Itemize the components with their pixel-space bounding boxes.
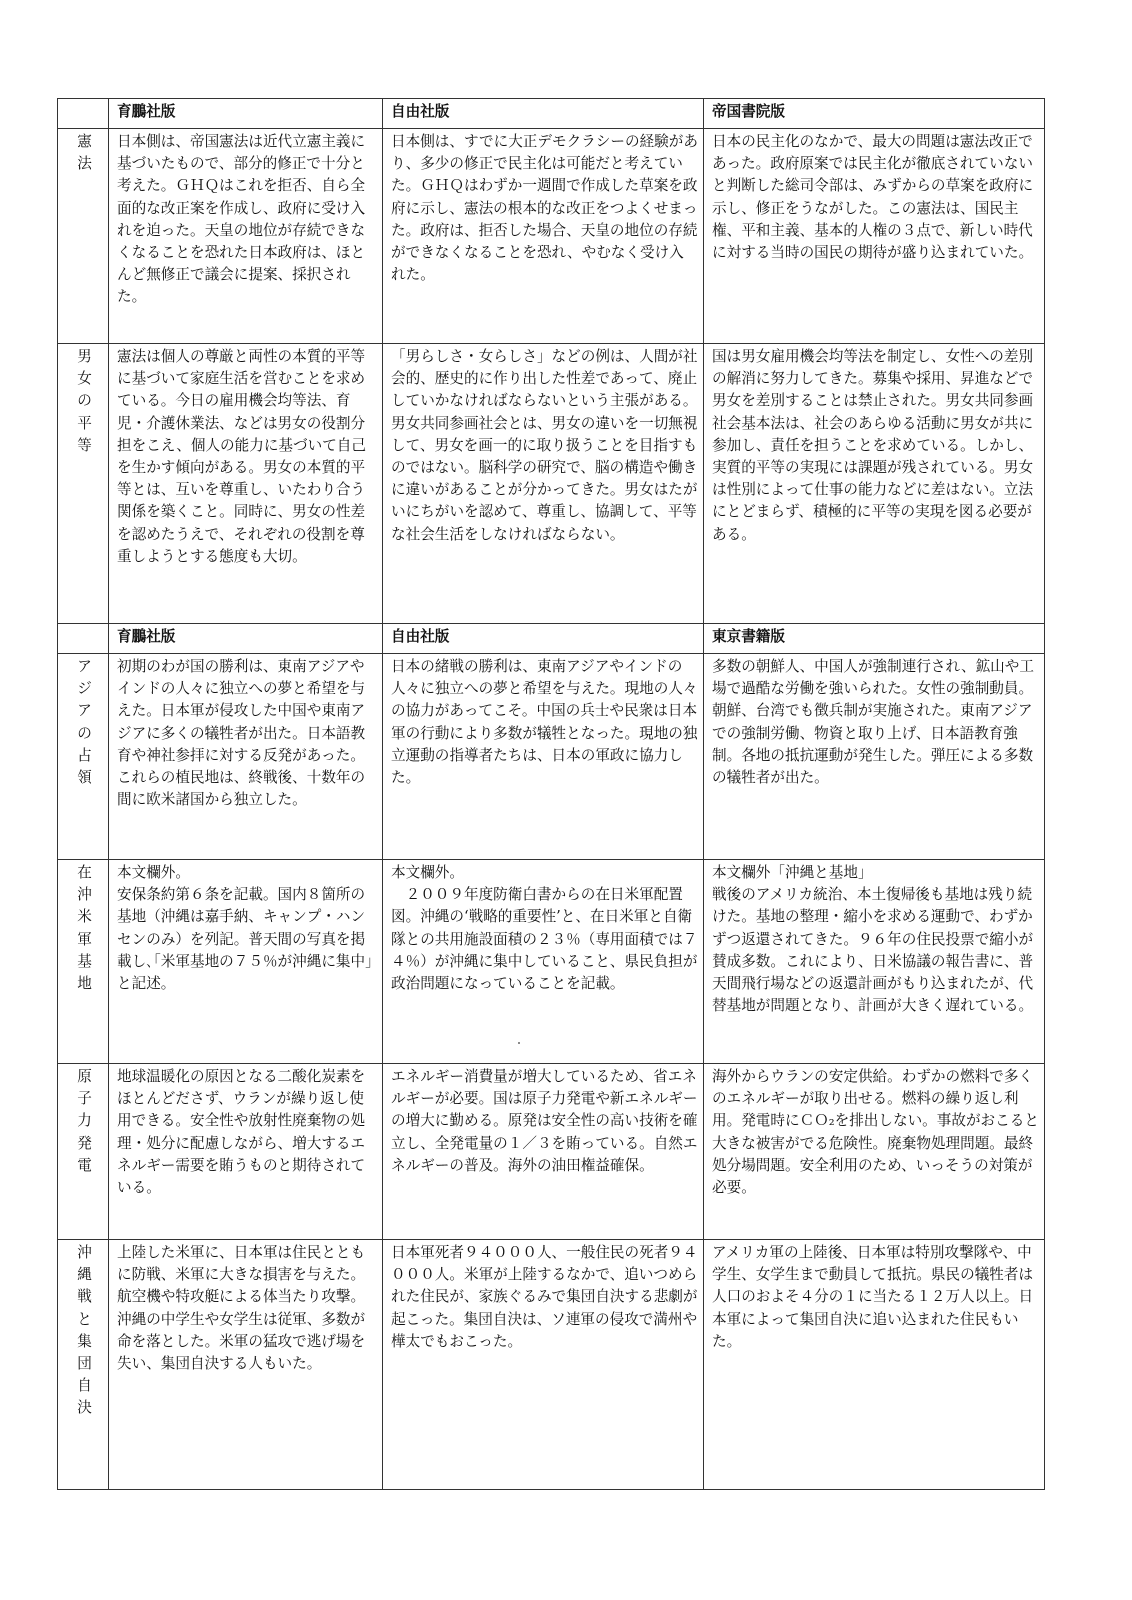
- table-row: [58, 344, 1045, 624]
- table-cell: [383, 1064, 704, 1240]
- table-cell: [109, 344, 383, 624]
- topic-label: 原 子 力 発 電: [77, 1068, 92, 1174]
- cell-text: 地球温暖化の原因となる二酸化炭素をほとんどださず、ウランが繰り返し使用できる。安全性や放射性廃棄物の処理・処分に配慮しながら、増大するエネルギー需要を賄うものと期待されている。: [117, 1068, 366, 1197]
- topic-label: 男 女 の 平 等: [77, 348, 92, 454]
- table-cell: [383, 344, 704, 624]
- table-cell: [704, 1064, 1045, 1240]
- cell-text: 海外からウランの安定供給。わずかの燃料で多くのエネルギーが取り出せる。燃料の繰り返し利用。発電時にＣＯ₂を排出しない。事故がおこると大きな被害がでる危険性。廃棄物処理問題。最終処分場問題。安全利用のため、いっそうの対策が必要。: [712, 1068, 1039, 1197]
- cell-text: 国は男女雇用機会均等法を制定し、女性への差別の解消に努力してきた。募集や採用、昇進などで男女を差別することは禁止された。男女共同参画社会基本法は、社会のあらゆる活動に男女が共に参加し、責任を担うことを求めている。しかし、実質的平等の実現には課題が残されている。男女は性別によって仕事の能力などに差はない。立法にとどまらず、積極的に平等の実現を図る必要がある。: [712, 348, 1034, 543]
- header-publisher-3: 帝国書院版: [704, 99, 1045, 129]
- table-cell: [704, 860, 1045, 1064]
- cell-text: 憲法は個人の尊厳と両性の本質的平等に基づいて家庭生活を営むことを求めている。今日の雇用機会均等法、育児・介護休業法、などは男女の役割分担をこえ、個人の能力に基づいて自己を生かす傾向がある。男女の本質的平等とは、互いを尊重し、いたわり合う関係を築くこと。同時に、男女の性差を認めたうえで、それぞれの役割を尊重しようとする態度も大切。: [117, 348, 366, 565]
- table-cell: [109, 1240, 383, 1490]
- topic-label: ア ジ ア の 占 領: [77, 658, 92, 787]
- topic-cell: [58, 860, 109, 1064]
- table-cell: [383, 860, 704, 1064]
- header-publisher-3: 東京書籍版: [704, 624, 1045, 654]
- topic-cell: [58, 344, 109, 624]
- cell-text: エネルギー消費量が増大しているため、省エネルギーが必要。国は原子力発電や新エネルギーの増大に勤める。原発は安全性の高い技術を確立し、全発電量の１／３を賄っている。自然エネルギーの普及。海外の油田権益確保。: [391, 1068, 698, 1174]
- table-cell: [704, 654, 1045, 860]
- table-row: [58, 1240, 1045, 1490]
- cell-text: 本文欄外。 安保条約第６条を記載。国内８箇所の基地（沖縄は嘉手納、キャンプ・ハンセンのみ）を列記。普天間の写真を掲載し､｢米軍基地の７５％が沖縄に集中｣と記述。: [117, 864, 373, 993]
- table-cell: [383, 129, 704, 344]
- header-publisher-2: 自由社版: [383, 624, 704, 654]
- table-row: [58, 129, 1045, 344]
- cell-text: 本文欄外「沖縄と基地」 戦後のアメリカ統治、本土復帰後も基地は残り続けた。基地の整理・縮小を求める運動で、わずかずつ返還されてきた。９６年の住民投票で縮小が賛成多数。これにより、日米協議の報告書に、普天間飛行場などの返還計画がもり込まれたが、代替基地が問題となり、計画が大きく遅れている。: [712, 864, 1034, 1015]
- stray-dot: [518, 1042, 520, 1044]
- table-cell: [383, 654, 704, 860]
- table-cell: [704, 344, 1045, 624]
- topic-cell: [58, 654, 109, 860]
- header-corner-cell: [58, 624, 109, 654]
- table-cell: [704, 1240, 1045, 1490]
- topic-cell: [58, 129, 109, 344]
- topic-label: 沖 縄 戦 と 集 団 自 決: [77, 1244, 92, 1417]
- cell-text: 日本側は、帝国憲法は近代立憲主義に基づいたもので、部分的修正で十分と考えた。ＧＨＱはこれを拒否、自ら全面的な改正案を作成し、政府に受け入れを迫った。天皇の地位が存続できなくなることを恐れた日本政府は、ほとんど無修正で議会に提案、採択された。: [117, 133, 366, 306]
- cell-text: 多数の朝鮮人、中国人が強制連行され、鉱山や工場で過酷な労働を強いられた。女性の強制動員。朝鮮、台湾でも徴兵制が実施された。東南アジアでの強制労働、物資と取り上げ、日本語教育強制。各地の抵抗運動が発生した。弾圧による多数の犠牲者が出た。: [712, 658, 1034, 787]
- cell-text: 日本の民主化のなかで、最大の問題は憲法改正であった。政府原案では民主化が徹底されていないと判断した総司令部は、みずからの草案を政府に示し、修正をうながした。この憲法は、国民主権、平和主義、基本的人権の３点で、新しい時代に対する当時の国民の期待が盛り込まれていた。: [712, 133, 1034, 262]
- table-cell: [109, 654, 383, 860]
- table-cell: [109, 1064, 383, 1240]
- table-row: [58, 1064, 1045, 1240]
- topic-label: 在 沖 米 軍 基 地: [77, 864, 92, 993]
- table-cell: [704, 129, 1045, 344]
- cell-text: アメリカ軍の上陸後、日本軍は特別攻撃隊や、中学生、女学生まで動員して抵抗。県民の犠牲者は人口のおよそ４分の１に当たる１２万人以上。日本軍によって集団自決に追い込まれた住民もいた。: [712, 1244, 1034, 1350]
- cell-text: 日本軍死者９４０００人、一般住民の死者９４０００人。米軍が上陸するなかで、追いつめられた住民が、家族ぐるみで集団自決する悲劇が起こった。集団自決は、ソ連軍の侵攻で満州や樺太でもおこった。: [391, 1244, 698, 1350]
- table-cell: [109, 129, 383, 344]
- header-publisher-1: 育鵬社版: [109, 99, 383, 129]
- header-publisher-1: 育鵬社版: [109, 624, 383, 654]
- cell-text: 日本の緒戦の勝利は、東南アジアやインドの人々に独立への夢と希望を与えた。現地の人々の協力があってこそ。中国の兵士や民衆は日本軍の行動により多数が犠牲となった。現地の独立運動の指導者たちは、日本の軍政に協力した。: [391, 658, 698, 787]
- topic-label: 憲 法: [77, 133, 92, 173]
- table-row: [58, 654, 1045, 860]
- header-publisher-2: 自由社版: [383, 99, 704, 129]
- table-cell: [383, 1240, 704, 1490]
- cell-text: 日本側は、すでに大正デモクラシーの経験があり、多少の修正で民主化は可能だと考えていた。ＧＨＱはわずか一週間で作成した草案を政府に示し、憲法の根本的な改正をつよくせまった。政府は、拒否した場合、天皇の地位の存続ができなくなることを恐れ、やむなく受け入れた。: [391, 133, 698, 284]
- cell-text: 「男らしさ・女らしさ」などの例は、人間が社会的、歴史的に作り出した性差であって、廃止していかなければならないという主張がある。男女共同参画社会とは、男女の違いを一切無視して、男女を画一的に取り扱うことを目指すものではない。脳科学の研究で、脳の構造や働きに違いがあることが分かってきた。男女はたがいにちがいを認めて、尊重し、協調して、平等な社会生活をしなければならない。: [391, 348, 698, 543]
- textbook-comparison-table: [57, 98, 1045, 1490]
- table-row: [58, 860, 1045, 1064]
- header-row: [58, 99, 1045, 129]
- header-row: [58, 624, 1045, 654]
- header-corner-cell: [58, 99, 109, 129]
- table-cell: [109, 860, 383, 1064]
- cell-text: 初期のわが国の勝利は、東南アジアやインドの人々に独立への夢と希望を与えた。日本軍が侵攻した中国や東南アジアに多くの犠牲者が出た。日本語教育や神社参拝に対する反発があった。これらの植民地は、終戦後、十数年の間に欧米諸国から独立した。: [117, 658, 366, 809]
- topic-cell: [58, 1064, 109, 1240]
- topic-cell: [58, 1240, 109, 1490]
- cell-text: 上陸した米軍に、日本軍は住民とともに防戦、米軍に大きな損害を与えた。航空機や特攻艇による体当たり攻撃。沖縄の中学生や女学生は従軍、多数が命を落とした。米軍の猛攻で逃げ場を失い、集団自決する人もいた。: [117, 1244, 366, 1373]
- cell-text: 本文欄外。 ２００９年度防衛白書からの在日米軍配置図。沖縄の‘戦略的重要性’と、在日米軍と自衛隊との共用施設面積の２３％（専用面積では７４％）が沖縄に集中していること、県民負担が政治問題になっていることを記載。: [391, 864, 698, 993]
